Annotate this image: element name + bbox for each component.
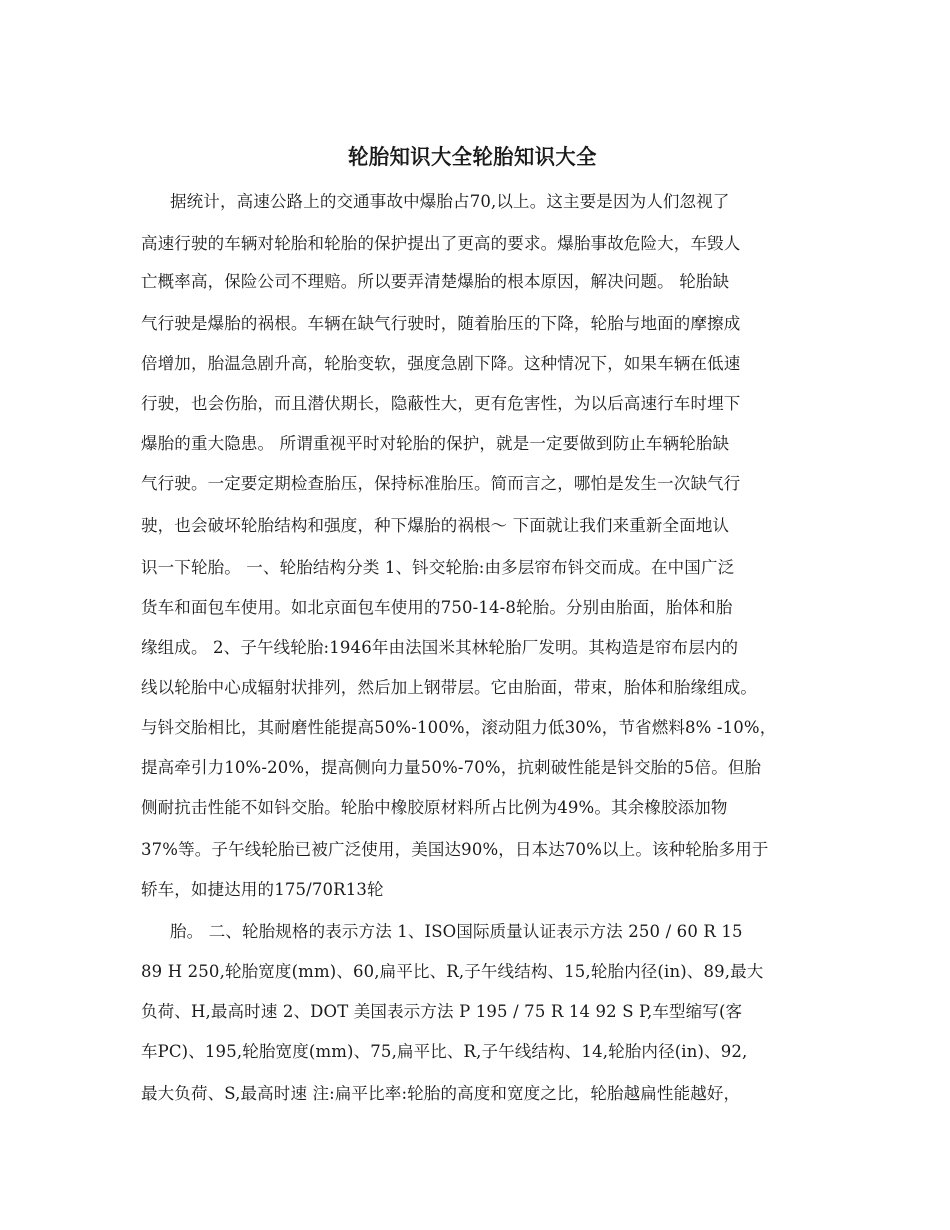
text-line: 货车和面包车使用。如北京面包车使用的750-14-8轮胎。分别由胎面，胎体和胎: [141, 598, 733, 617]
text-line: 轿车，如捷达用的175/70R13轮: [141, 880, 384, 899]
text-line: 识一下轮胎。 一、轮胎结构分类 1、钭交轮胎:由多层帘布钭交而成。在中国广泛: [141, 558, 735, 577]
text-line: 89 H 250,轮胎宽度(mm)、60,扁平比、R,子午线结构、15,轮胎内径(in)、89,最大: [141, 962, 764, 981]
text-line: 气行驶是爆胎的祸根。车辆在缺气行驶时，随着胎压的下降，轮胎与地面的摩擦成: [141, 314, 741, 333]
text-line: 据统计，高速公路上的交通事故中爆胎占70,以上。这主要是因为人们忽视了: [170, 192, 730, 211]
text-line: 驶，也会破坏轮胎结构和强度，种下爆胎的祸根～ 下面就让我们来重新全面地认: [141, 516, 730, 535]
text-line: 37%等。子午线轮胎已被广泛使用，美国达90%，日本达70%以上。该种轮胎多用于: [141, 840, 769, 859]
text-line: 侧耐抗击性能不如钭交胎。轮胎中橡胶原材料所占比例为49%。其余橡胶添加物: [141, 798, 728, 817]
text-line: 胎。 二、轮胎规格的表示方法 1、ISO国际质量认证表示方法 250 / 60 R 15: [170, 922, 743, 941]
text-line: 倍增加，胎温急剧升高，轮胎变软，强度急剧下降。这种情况下，如果车辆在低速: [141, 354, 741, 373]
text-line: 提高牵引力10%-20%，提高侧向力量50%-70%，抗刺破性能是钭交胎的5倍。但胎: [141, 758, 762, 777]
text-line: 最大负荷、S,最高时速 注:扁平比率:轮胎的高度和宽度之比，轮胎越扁性能越好，: [141, 1084, 741, 1103]
text-line: 负荷、H,最高时速 2、DOT 美国表示方法 P 195 / 75 R 14 92 S P,车型缩写(客: [141, 1002, 743, 1021]
text-line: 车PC)、195,轮胎宽度(mm)、75,扁平比、R,子午线结构、14,轮胎内径(in)、92,: [141, 1042, 748, 1061]
text-line: 爆胎的重大隐患。 所谓重视平时对轮胎的保护，就是一定要做到防止车辆轮胎缺: [141, 434, 730, 453]
text-line: 与钭交胎相比，其耐磨性能提高50%-100%，滚动阻力低30%，节省燃料8% -10%，: [141, 718, 777, 737]
text-line: 高速行驶的车辆对轮胎和轮胎的保护提出了更高的要求。爆胎事故危险大，车毁人: [141, 234, 741, 253]
document-title: 轮胎知识大全轮胎知识大全: [348, 144, 597, 169]
text-line: 线以轮胎中心成辐射状排列，然后加上钢带层。它由胎面，带束，胎体和胎缘组成。: [141, 678, 758, 697]
text-line: 行驶，也会伤胎，而且潜伏期长，隐蔽性大，更有危害性，为以后高速行车时埋下: [141, 394, 741, 413]
text-line: 亡概率高，保险公司不理赔。所以要弄清楚爆胎的根本原因，解决问题。 轮胎缺: [141, 272, 730, 291]
text-line: 气行驶。一定要定期检查胎压，保持标准胎压。简而言之，哪怕是发生一次缺气行: [141, 474, 741, 493]
text-line: 缘组成。 2、子午线轮胎:1946年由法国米其林轮胎厂发明。其构造是帘布层内的: [141, 638, 739, 657]
